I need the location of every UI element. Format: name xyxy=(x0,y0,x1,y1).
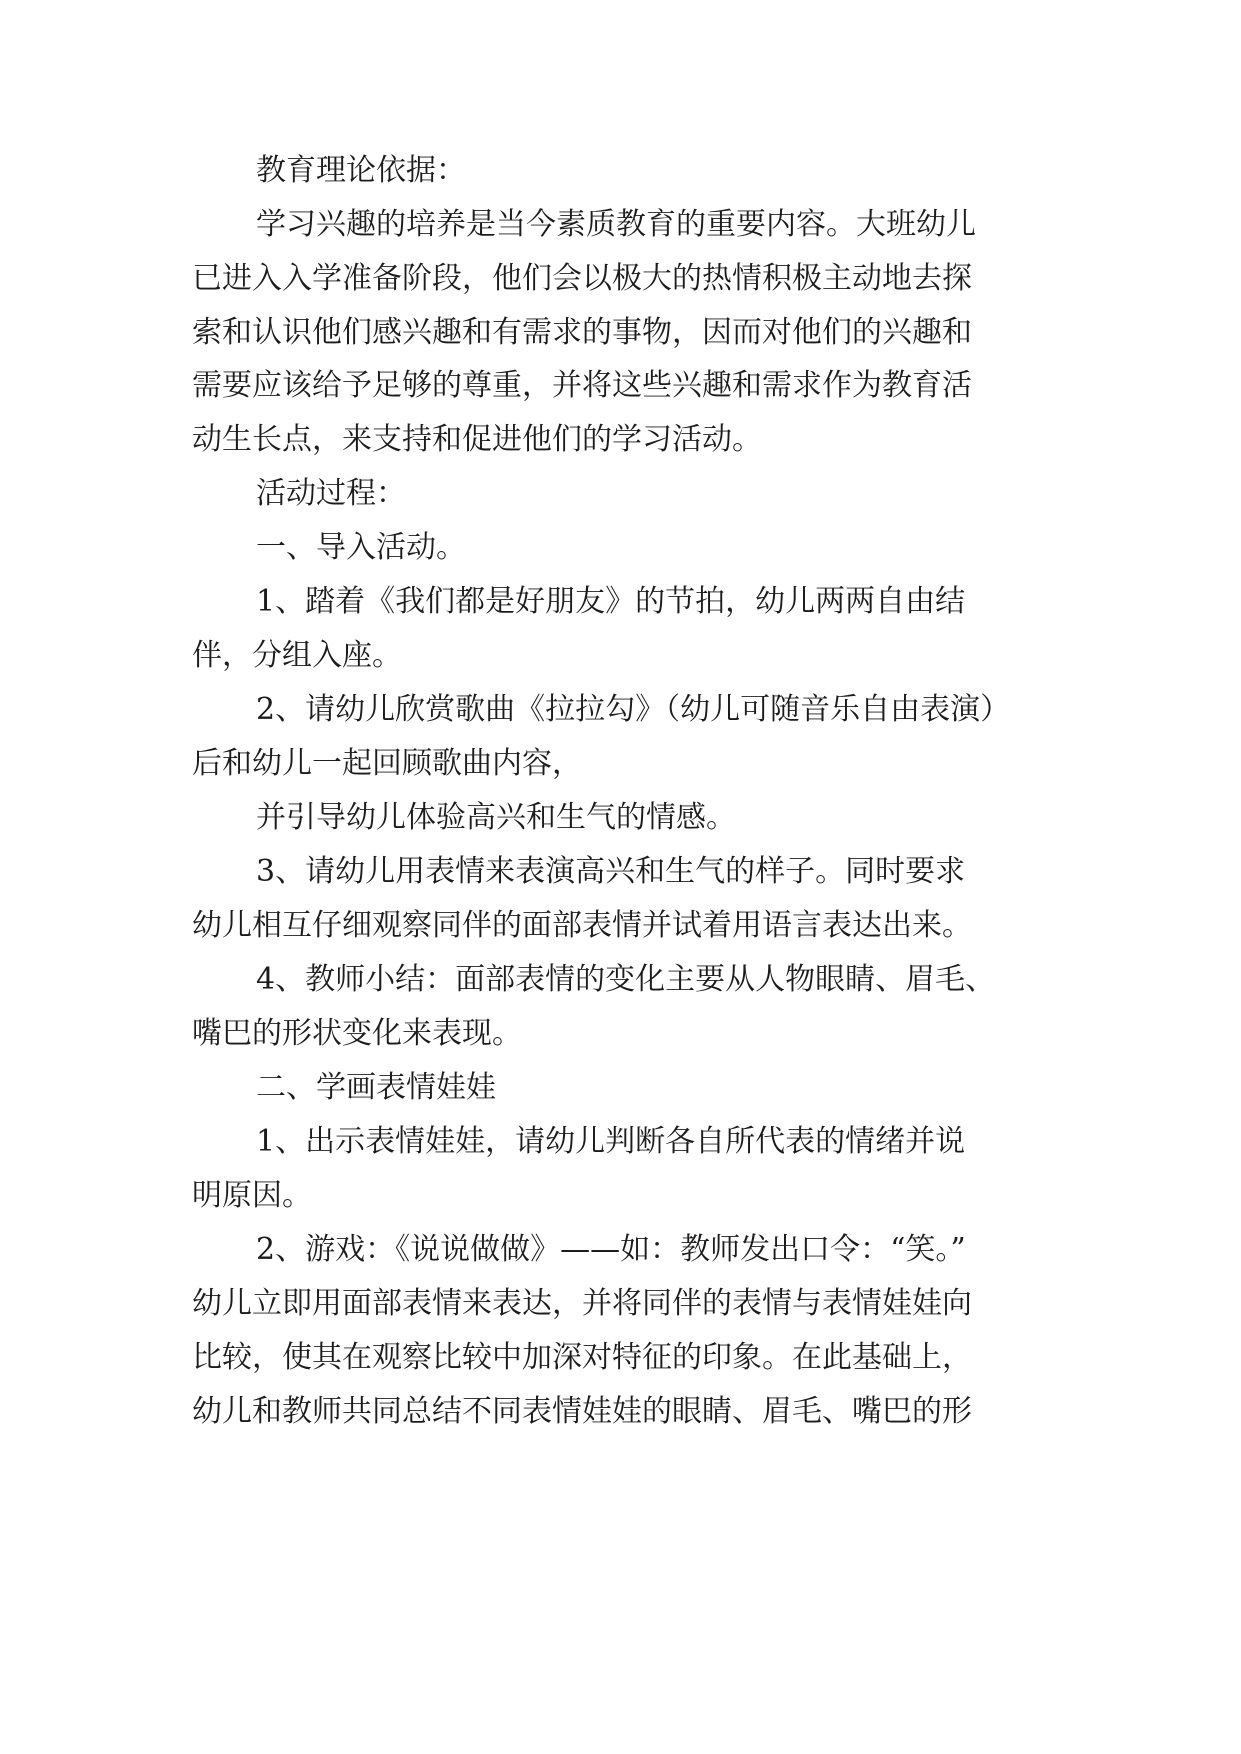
list-item-line: 2、请幼儿欣赏歌曲《拉拉勾》（幼儿可随音乐自由表演） xyxy=(256,692,1011,727)
section-heading-drawing: 二、学画表情娃娃 xyxy=(256,1070,496,1105)
paragraph-line: 需要应该给予足够的尊重，并将这些兴趣和需求作为教育活 xyxy=(192,368,972,403)
list-item-line: 嘴巴的形状变化来表现。 xyxy=(192,1016,522,1051)
paragraph-line: 已进入入学准备阶段，他们会以极大的热情积极主动地去探 xyxy=(192,261,972,296)
paragraph-line: 并引导幼儿体验高兴和生气的情感。 xyxy=(256,800,736,835)
heading-theory-basis: 教育理论依据： xyxy=(256,153,466,188)
list-item-line: 幼儿立即用面部表情来表达，并将同伴的表情与表情娃娃向 xyxy=(192,1286,972,1321)
list-item-line: 4、教师小结：面部表情的变化主要从人物眼睛、眉毛、 xyxy=(256,962,996,997)
list-item-line: 1、出示表情娃娃，请幼儿判断各自所代表的情绪并说 xyxy=(256,1124,966,1159)
paragraph-line: 动生长点，来支持和促进他们的学习活动。 xyxy=(192,422,762,457)
list-item-line: 3、请幼儿用表情来表演高兴和生气的样子。同时要求 xyxy=(256,854,966,889)
list-item-line: 比较，使其在观察比较中加深对特征的印象。在此基础上， xyxy=(192,1340,972,1375)
paragraph-line: 索和认识他们感兴趣和有需求的事物，因而对他们的兴趣和 xyxy=(192,315,972,350)
list-item-line: 2、游戏：《说说做做》——如：教师发出口令：“笑。” xyxy=(256,1232,966,1267)
list-item-line: 幼儿和教师共同总结不同表情娃娃的眼睛、眉毛、嘴巴的形 xyxy=(192,1394,972,1429)
list-item-line: 1、踏着《我们都是好朋友》的节拍，幼儿两两自由结 xyxy=(256,584,966,619)
paragraph-line: 学习兴趣的培养是当今素质教育的重要内容。大班幼儿 xyxy=(256,207,976,242)
list-item-line: 明原因。 xyxy=(192,1178,312,1213)
heading-activity-process: 活动过程： xyxy=(256,476,406,511)
list-item-line: 后和幼儿一起回顾歌曲内容， xyxy=(192,746,582,781)
list-item-line: 幼儿相互仔细观察同伴的面部表情并试着用语言表达出来。 xyxy=(192,908,972,943)
section-heading-intro: 一、导入活动。 xyxy=(256,530,466,565)
list-item-line: 伴，分组入座。 xyxy=(192,638,402,673)
